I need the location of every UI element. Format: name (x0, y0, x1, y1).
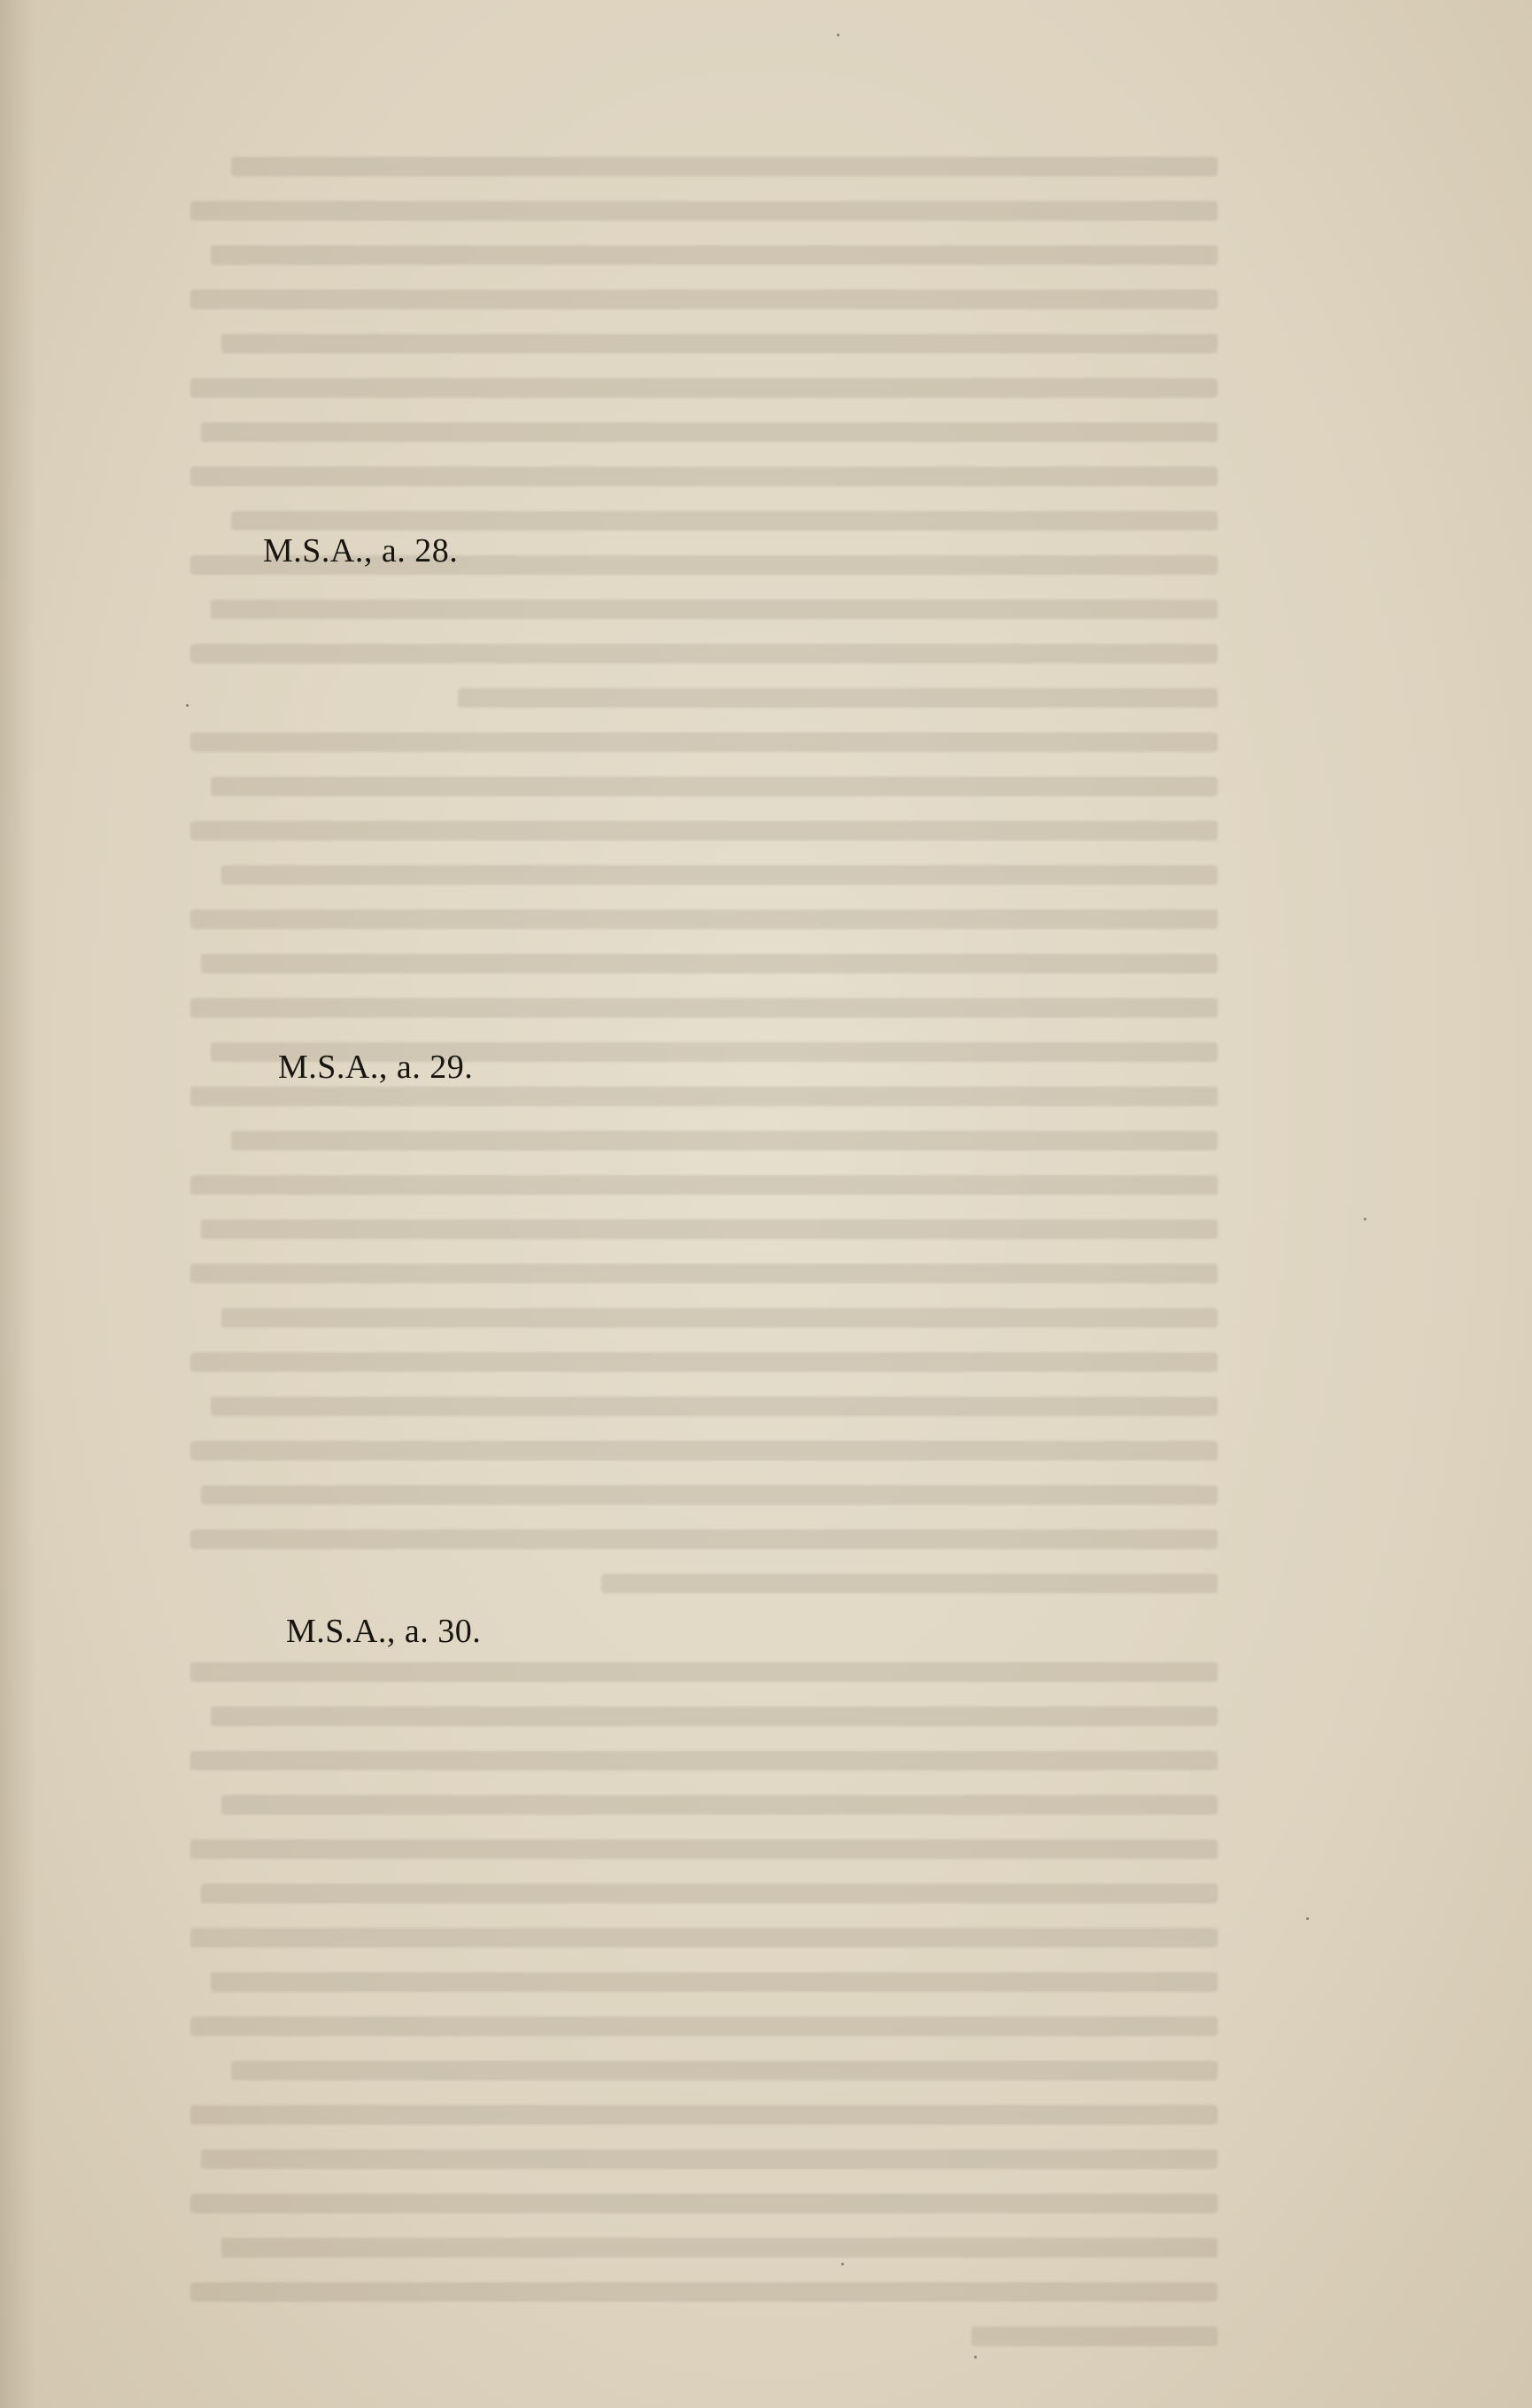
bleed-through-text (190, 142, 1218, 2356)
marginal-reference-msa-30: M.S.A., a. 30. (286, 1613, 482, 1650)
page-edge-shade (0, 0, 35, 2408)
paper-speck (186, 704, 189, 707)
marginal-reference-msa-29: M.S.A., a. 29. (278, 1049, 474, 1086)
paper-speck (1364, 1218, 1366, 1220)
paper-speck (837, 34, 840, 36)
paper-speck (841, 2263, 844, 2265)
paper-speck (974, 2356, 977, 2358)
paper-speck (1306, 1917, 1309, 1920)
marginal-reference-msa-28: M.S.A., a. 28. (263, 532, 459, 569)
